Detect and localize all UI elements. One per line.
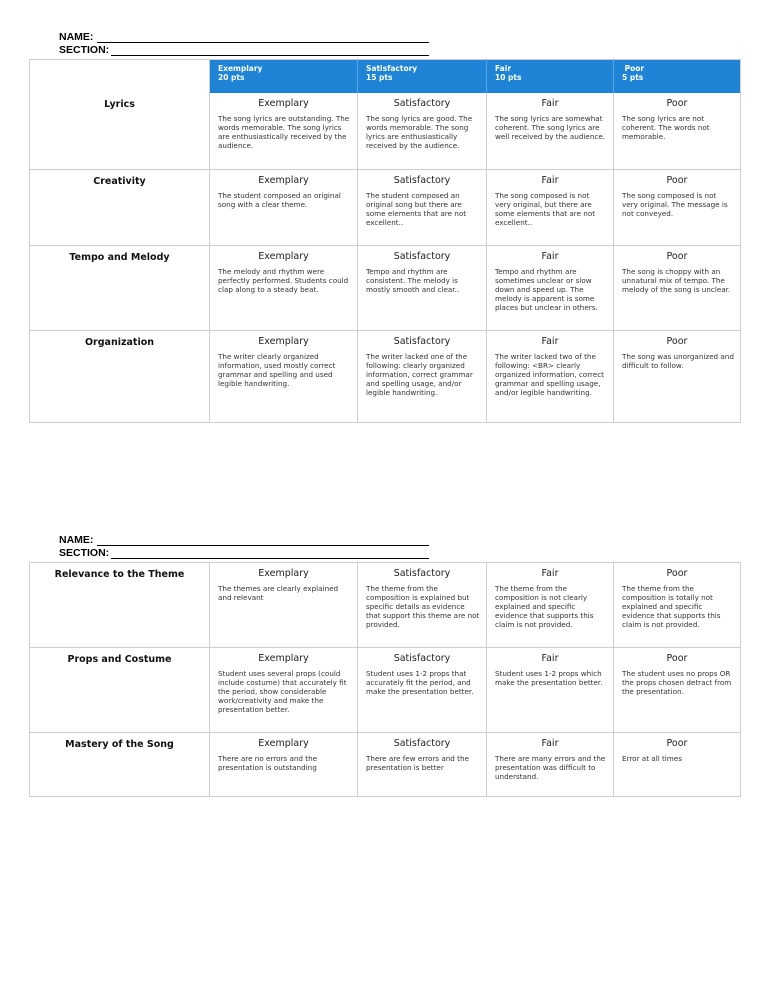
level-title: Poor [666,250,688,262]
level-title: Poor [666,174,688,186]
level-title: Fair [541,335,559,347]
level-cell [210,563,358,648]
level-cell [358,330,487,422]
level-title: Exemplary [258,568,309,579]
level-description: The themes are clearly explained and relevant [218,584,339,602]
level-description: The student composed an original song but there are some elements that are not excellent.. [366,190,467,227]
level-title: Satisfactory [393,568,451,579]
criterion-name: Props and Costume [30,648,210,733]
level-title: Poor [666,98,688,109]
rubric-table-2 [29,562,741,797]
level-description: The song composed is not very original. The message is not conveyed. [622,190,728,218]
level-cell [358,648,487,733]
header-title: Exemplary [218,64,263,73]
level-description: Error at all times [622,754,682,763]
header-satisfactory [358,60,487,94]
level-cell [487,330,614,422]
level-cell [487,245,614,330]
level-description: The theme from the composition is totally not explained and specific evidence that supports this claim is not provided. [622,584,721,629]
level-description: The student uses no props OR the props chosen detract from the presentation. [622,669,732,696]
level-description: The song was unorganized and difficult to follow. [622,351,734,370]
level-cell [210,245,358,330]
level-title: Exemplary [258,174,309,186]
level-description: The melody and rhythm were perfectly performed. Students could clap along to a steady beat. [218,266,349,294]
student-info-2 [59,533,429,559]
rubric-header-row [30,60,741,94]
level-description: Tempo and rhythm are sometimes unclear or slow down and speed up. The melody is apparent is some places but unclear in others. [495,266,598,312]
name-label: NAME: [59,534,94,546]
criterion-name: Organization [30,330,210,422]
level-description: There are many errors and the presentation was difficult to understand. [495,754,606,781]
section-blank[interactable] [111,45,429,56]
level-description: The writer clearly organized information, used mostly correct grammar and spelling and used legible handwriting. [218,351,336,388]
header-fair [487,60,614,94]
header-points: 15 pts [366,73,393,82]
name-label: NAME: [59,31,94,43]
criterion-row [30,245,741,330]
header-blank-cell [30,60,210,94]
level-cell [487,93,614,169]
level-cell [210,330,358,422]
header-title: Poor [622,64,645,73]
level-title: Poor [666,335,688,347]
level-description: The song is choppy with an unnatural mix of tempo. The melody of the song is unclear. [622,266,731,294]
level-title: Fair [541,174,559,186]
level-title: Satisfactory [393,174,451,186]
level-cell [210,93,358,169]
criterion-name: Lyrics [30,93,210,169]
level-description: The writer lacked one of the following: clearly organized information, correct grammar and spelling usage, and/or legible handwriting. [366,351,473,397]
level-title: Exemplary [258,250,309,262]
section-row [59,546,429,559]
level-title: Poor [666,653,688,664]
level-cell [487,169,614,245]
header-title: Fair [495,64,512,73]
level-description: The writer lacked two of the following: <BR> clearly organized information, correct grammar and spelling usage, and/or legible handwriting. [495,351,605,397]
header-points: 20 pts [218,73,245,82]
header-exemplary [210,60,358,94]
name-row [59,30,429,43]
level-title: Satisfactory [393,98,451,109]
criterion-name: Relevance to the Theme [30,563,210,648]
rubric-table-1 [29,59,741,423]
level-description: The song lyrics are good. The words memorable. The song lyrics are enthusiastically received by the audience. [366,114,473,150]
level-title: Exemplary [258,98,309,109]
level-cell [358,93,487,169]
criterion-row [30,93,741,169]
level-cell [487,648,614,733]
level-title: Satisfactory [393,738,451,749]
level-description: Student uses several props (could include costume) that accurately fit the period, show considerable work/creativity and make the presentation better. [218,669,347,714]
level-title: Fair [541,653,559,664]
level-cell [210,169,358,245]
criterion-row [30,733,741,797]
criterion-row [30,648,741,733]
level-description: The song composed is not very original, but there are some elements that are not excellent.. [495,190,596,227]
name-blank[interactable] [97,535,429,546]
criterion-name: Tempo and Melody [30,245,210,330]
level-cell [487,733,614,797]
header-points: 5 pts [622,73,644,82]
level-title: Satisfactory [393,335,451,347]
level-title: Fair [541,98,559,109]
criterion-row [30,330,741,422]
section-blank[interactable] [111,548,429,559]
level-cell [614,93,741,169]
level-cell [614,330,741,422]
name-blank[interactable] [97,32,429,43]
level-cell [614,563,741,648]
level-title: Exemplary [258,738,309,749]
header-title: Satisfactory [366,64,418,73]
level-cell [210,648,358,733]
level-cell [614,169,741,245]
level-cell [210,733,358,797]
section-label: SECTION: [59,547,110,559]
level-title: Fair [541,250,559,262]
section-label: SECTION: [59,44,110,56]
level-description: Student uses 1-2 props that accurately fit the period, and make the presentation better. [366,669,474,696]
student-info-1 [59,30,429,56]
level-title: Poor [666,738,688,749]
level-title: Fair [541,568,559,579]
level-cell [487,563,614,648]
level-description: There are no errors and the presentation is outstanding [218,754,318,772]
criterion-name: Creativity [30,169,210,245]
level-description: The student composed an original song with a clear theme. [218,190,341,209]
level-title: Fair [541,738,559,749]
level-cell [614,733,741,797]
name-row [59,533,429,546]
section-row [59,43,429,56]
level-title: Exemplary [258,335,309,347]
level-title: Satisfactory [393,653,451,664]
level-cell [358,245,487,330]
level-description: The song lyrics are not coherent. The words not memorable. [622,114,710,141]
level-description: The song lyrics are outstanding. The words memorable. The song lyrics are enthusiastically received by the audience. [218,114,350,150]
level-description: The theme from the composition is explained but specific details as evidence that support this theme are not provided. [366,584,480,629]
level-description: There are few errors and the presentation is better [366,754,469,772]
criterion-row [30,169,741,245]
criterion-row [30,563,741,648]
level-cell [358,169,487,245]
criterion-name: Mastery of the Song [30,733,210,797]
level-title: Exemplary [258,653,309,664]
level-cell [614,245,741,330]
header-points: 10 pts [495,73,522,82]
level-cell [614,648,741,733]
level-title: Poor [666,568,688,579]
header-poor [614,60,741,94]
level-cell [358,563,487,648]
level-description: The song lyrics are somewhat coherent. The song lyrics are well received by the audience. [495,114,606,141]
level-description: Student uses 1-2 props which make the presentation better. [495,669,603,687]
level-cell [358,733,487,797]
level-description: The theme from the composition is not clearly explained and specific evidence that supports this claim is not provided. [495,584,594,629]
level-title: Satisfactory [393,250,451,262]
level-description: Tempo and rhythm are consistent. The melody is mostly smooth and clear.. [366,266,460,294]
